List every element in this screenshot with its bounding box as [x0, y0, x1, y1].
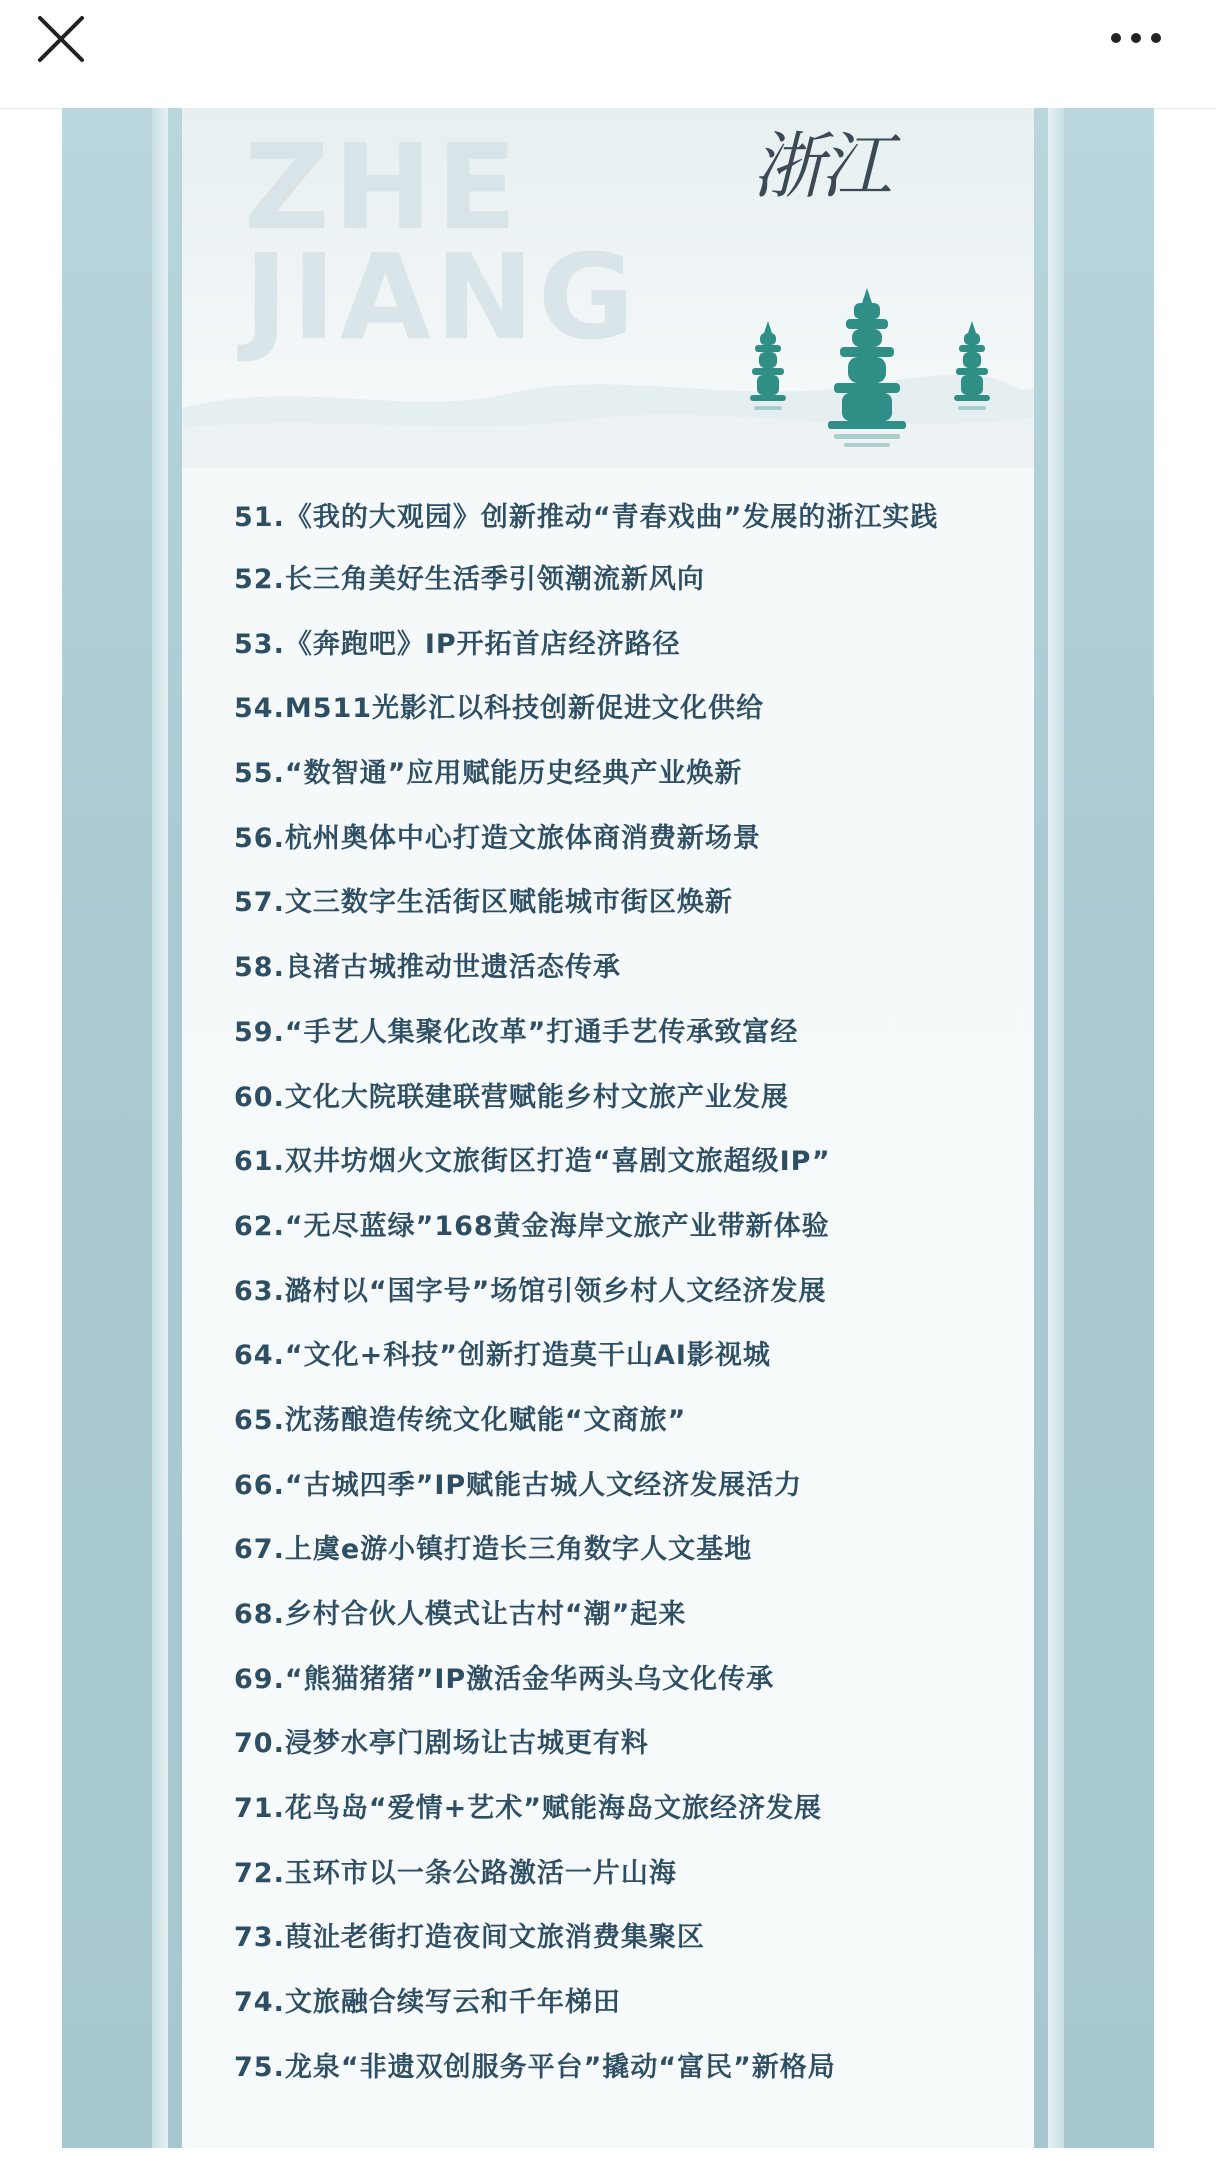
- calligraphy-title: 浙江: [752, 124, 889, 208]
- more-options-button[interactable]: [1106, 18, 1166, 58]
- list-item: 63.潞村以“国字号”场馆引领乡村人文经济发展: [234, 1275, 827, 1307]
- list-item: 72.玉环市以一条公路激活一片山海: [234, 1857, 677, 1889]
- project-list: [234, 498, 1014, 2113]
- list-item: 59.“手艺人集聚化改革”打通手艺传承致富经: [234, 1016, 799, 1048]
- list-item: 53.《奔跑吧》IP开拓首店经济路径: [234, 628, 681, 660]
- list-item: 61.双井坊烟火文旅街区打造“喜剧文旅超级IP”: [234, 1146, 831, 1178]
- header-artwork: [182, 108, 1034, 468]
- list-item: 66.“古城四季”IP赋能古城人文经济发展活力: [234, 1469, 803, 1501]
- list-item: 71.花鸟岛“爱情+艺术”赋能海岛文旅经济发展: [234, 1793, 822, 1825]
- bg-word-jiang: JIANG: [244, 228, 639, 366]
- poster-image: [62, 108, 1154, 2148]
- list-item: 60.文化大院联建联营赋能乡村文旅产业发展: [234, 1081, 789, 1113]
- more-dots-icon: [1106, 18, 1166, 58]
- list-item: 64.“文化+科技”创新打造莫干山AI影视城: [234, 1340, 771, 1372]
- list-item: 67.上虞e游小镇打造长三角数字人文基地: [234, 1534, 753, 1566]
- close-icon: [34, 12, 88, 66]
- close-button[interactable]: [34, 12, 88, 66]
- list-item: 54.M511光影汇以科技创新促进文化供给: [234, 693, 765, 725]
- list-item: 75.龙泉“非遗双创服务平台”撬动“富民”新格局: [234, 2051, 836, 2083]
- list-item: 62.“无尽蓝绿”168黄金海岸文旅产业带新体验: [234, 1210, 830, 1242]
- list-item: 73.葭沚老街打造夜间文旅消费集聚区: [234, 1922, 705, 1954]
- list-item: 65.沈荡酿造传统文化赋能“文商旅”: [234, 1404, 687, 1436]
- list-item: 68.乡村合伙人模式让古村“潮”起来: [234, 1599, 687, 1630]
- list-item: 74.文旅融合续写云和千年梯田: [234, 1987, 621, 2019]
- top-toolbar: [0, 0, 1216, 109]
- list-item: 55.“数智通”应用赋能历史经典产业焕新: [234, 758, 743, 790]
- scroll-panel: [182, 108, 1034, 2148]
- pagoda-illustration: [742, 188, 1002, 458]
- bg-word-zhe: ZHE: [244, 118, 521, 256]
- list-item: 52.长三角美好生活季引领潮流新风向: [234, 564, 705, 595]
- list-item: 69.“熊猫猪猪”IP激活金华两头乌文化传承: [234, 1663, 775, 1695]
- list-item: 70.浸梦水亭门剧场让古城更有料: [234, 1728, 649, 1760]
- scroll-edge-left: [152, 108, 168, 2148]
- scroll-edge-right: [1048, 108, 1064, 2148]
- list-item: 51.《我的大观园》创新推动“青春戏曲”发展的浙江实践: [234, 502, 939, 533]
- list-item: 57.文三数字生活街区赋能城市街区焕新: [234, 887, 733, 919]
- list-item: 56.杭州奥体中心打造文旅体商消费新场景: [234, 822, 761, 854]
- list-item: 58.良渚古城推动世遗活态传承: [234, 952, 621, 984]
